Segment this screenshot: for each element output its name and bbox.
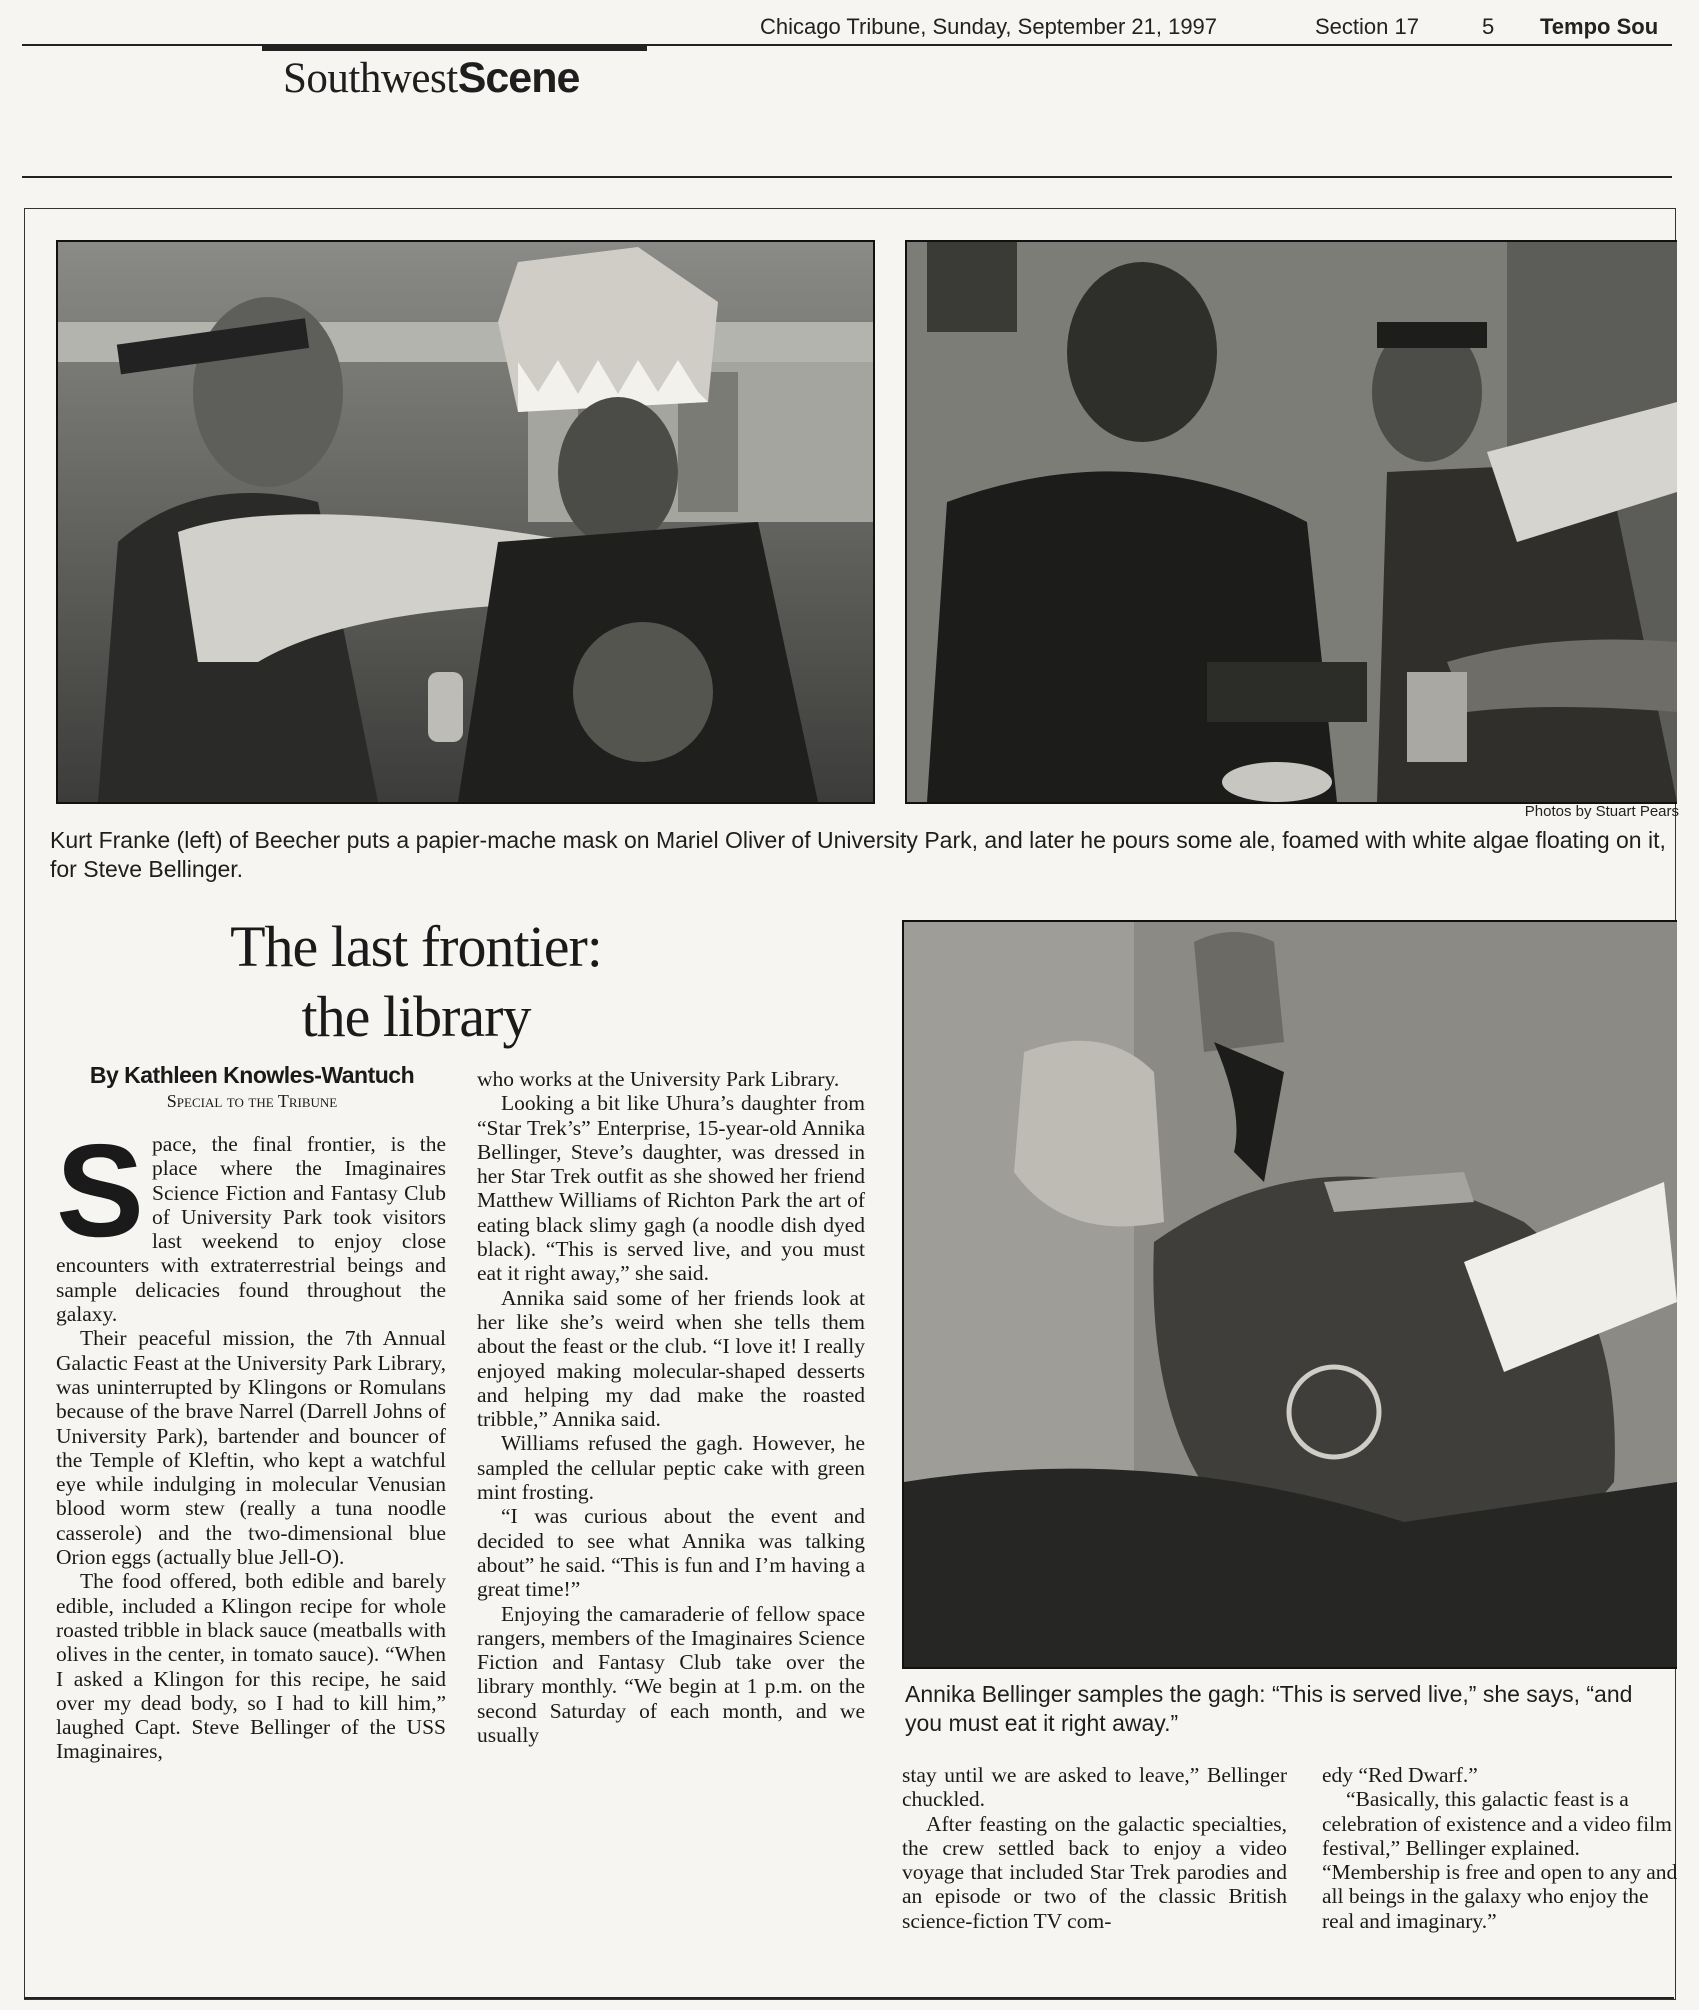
byline-author: By Kathleen Knowles-Wantuch [89, 1062, 415, 1088]
article-col2-para-2: Looking a bit like Uhura’s daughter from “Star Trek’s” Enterprise, 15-year-old Annika Bellinger, Steve’s daughter, was dressed in her Star Trek outfit as she showed her friend Matthew Williams of Richton Park the art of eating black slimy gagh (a noodle dish dyed black). “This is served live, and you must eat it right away,” she said. [477, 1091, 865, 1286]
article-column-1 [56, 1117, 446, 1764]
drop-cap: S [56, 1117, 145, 1264]
article-col2-para-3: Annika said some of her friends look at her like she’s weird when she tells them about the feast or the club. “I love it! I really enjoyed making molecular-shaped desserts and helping my dad make the roasted tribble,” Annika said. [477, 1285, 865, 1432]
article-col1-para-2: Their peaceful mission, the 7th Annual Galactic Feast at the University Park Library, was uninterrupted by Klingons or Romulans because of the brave Narrel (Darrell Johns of University Park), bartender and bouncer of the Temple of Kleftin, who kept a watchful eye while indulging in molecular Venusian blood worm stew (really a tuna noodle casserole) and the two-dimensional blue Orion eggs (actually blue Jell-O). [56, 1326, 446, 1570]
article-col4-para-2: “Basically, this galactic feast is a celebration of existence and a video film festival,” Bellinger explained. “Membership is free and open to any and all beings in the galaxy who enjoy the real and imaginary.” [1322, 1787, 1678, 1933]
section-title: SouthwestScene [283, 54, 580, 102]
article-col4-para-1: edy “Red Dwarf.” [1322, 1763, 1478, 1787]
headline [52, 912, 780, 1052]
photo-eating-gagh [902, 920, 1677, 1669]
folio-section: Section 17 [1315, 14, 1419, 39]
folio-paper-date: Chicago Tribune, Sunday, September 21, 1997 [760, 14, 1218, 39]
photo-ale-pouring [905, 240, 1677, 804]
article-col3-para-1: stay until we are asked to leave,” Bellinger chuckled. [902, 1763, 1287, 1812]
article-col3-para-2: After feasting on the galactic specialties, the crew settled back to enjoy a video voyage that included Star Trek parodies and an episode or two of the classic British science-fiction TV com- [902, 1811, 1287, 1933]
folio-edition: Tempo Sou [1540, 14, 1659, 39]
photo-eating-gagh-image [904, 922, 1677, 1667]
headline-line-2: the library [301, 984, 531, 1049]
top-photo-caption: Kurt Franke (left) of Beecher puts a papier-mache mask on Mariel Oliver of University Park, and later he pours some ale, foamed with white algae floating on it, for Steve Bellinger. [50, 827, 1666, 882]
byline-special: Special to the Tribune [166, 1091, 338, 1111]
side-photo-caption: Annika Bellinger samples the gagh: “This is served live,” she says, “and you must eat it right away.” [905, 1681, 1633, 1736]
section-bottom-rule [22, 176, 1672, 178]
article-col1-para-1: Space, the final frontier, is the place where the Imaginaires Science Fiction and Fantasy Club of University Park took visitors last weekend to enjoy close encounters with extraterrestrial beings and sample delicacies found throughout the galaxy. [56, 1117, 446, 1327]
photo-mask-fitting-image [58, 242, 873, 802]
photo-mask-fitting [56, 240, 875, 804]
photo-ale-pouring-image [907, 242, 1677, 802]
section-tab-rule [262, 44, 647, 51]
article-col2-para-1: who works at the University Park Library. [477, 1067, 840, 1091]
article-column-2 [477, 1067, 865, 1747]
article-col1-para-3: The food offered, both edible and barely edible, included a Klingon recipe for whole roasted tribble in black sauce (meatballs with olives in the center, in tomato sauce). “When I asked a Klingon for this recipe, he said over my dead body, so I had to kill him,” laughed Capt. Steve Bellinger of the USS Imaginaires, [56, 1569, 446, 1764]
folio-line [740, 10, 1690, 44]
article-col2-para-4: Williams refused the gagh. However, he sampled the cellular peptic cake with green mint frosting. [477, 1431, 865, 1505]
article-column-3 [902, 1763, 1287, 1933]
folio-page: 5 [1482, 14, 1495, 39]
byline [52, 1062, 452, 1112]
article-col2-para-6: Enjoying the camaraderie of fellow space rangers, members of the Imaginaires Science Fiction and Fantasy Club take over the library monthly. “We begin at 1 p.m. on the second Saturday of each month, and we usually [477, 1601, 865, 1748]
bottom-rule [24, 1997, 1674, 1999]
article-col2-para-5: “I was curious about the event and decided to see what Annika was talking about” he said. “This is fun and I’m having a great time!” [477, 1504, 865, 1602]
photo-credit: Photos by Stuart Pears [1524, 803, 1679, 820]
article-column-4 [1322, 1763, 1682, 1933]
headline-line-1: The last frontier: [230, 914, 602, 979]
